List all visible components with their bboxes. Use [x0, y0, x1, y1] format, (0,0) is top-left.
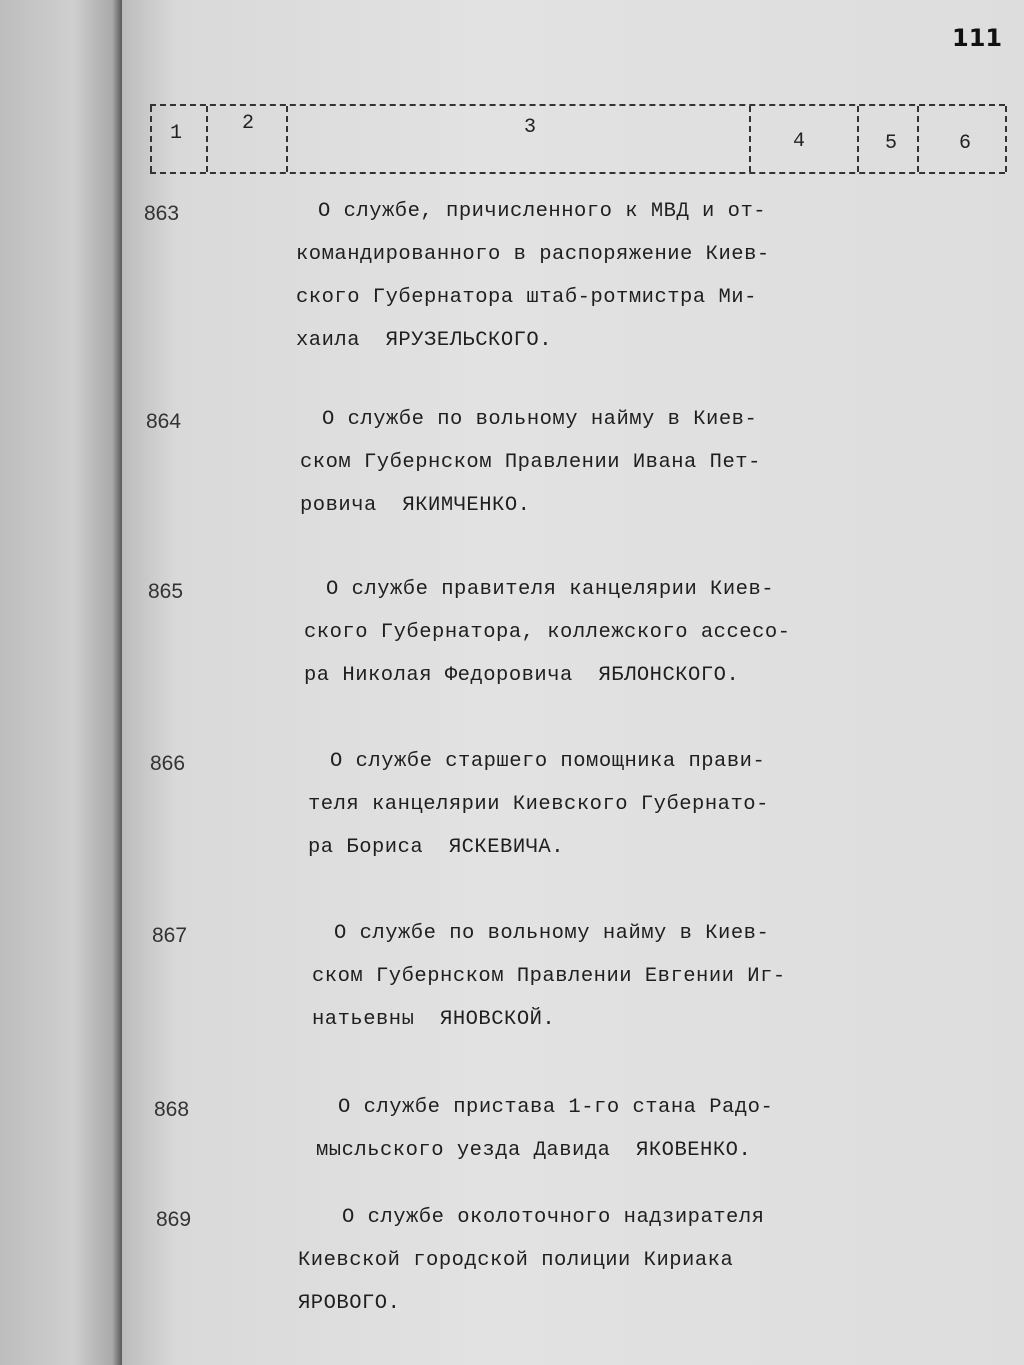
entry-line: ского Губернатора, коллежского ассесо-	[304, 621, 791, 644]
column-2: 2	[206, 106, 288, 172]
entry-text	[316, 1086, 773, 1172]
entry-number: 866	[150, 752, 186, 775]
entry-line: натьевны ЯНОВСКОЙ.	[312, 1008, 556, 1031]
entry-line: ра Николая Федоровича ЯБЛОНСКОГО.	[304, 664, 740, 687]
page-number: 111	[952, 24, 1003, 52]
entry-line: теля канцелярии Киевского Губернато-	[308, 793, 769, 816]
column-header-table	[150, 104, 1005, 174]
entry-text	[298, 1196, 765, 1325]
entry-line: О службе старшего помощника прави-	[330, 750, 766, 773]
entry-line: О службе по вольному найму в Киев-	[334, 922, 770, 945]
entry-line: ра Бориса ЯСКЕВИЧА.	[308, 836, 565, 859]
entry-line: ском Губернском Правлении Евгении Иг-	[312, 965, 786, 988]
column-4: 4	[749, 106, 859, 172]
entry-line: хаила ЯРУЗЕЛЬСКОГО.	[296, 329, 553, 352]
entry-number: 865	[148, 580, 184, 603]
entry-line: мысльского уезда Давида ЯКОВЕНКО.	[316, 1139, 752, 1162]
entry-line: ЯРОВОГО.	[298, 1292, 401, 1315]
entry-number: 868	[154, 1098, 190, 1121]
entry-line: О службе пристава 1-го стана Радо-	[338, 1096, 774, 1119]
facing-page	[0, 0, 122, 1365]
column-3: 3	[286, 106, 751, 172]
entry-text	[304, 568, 790, 697]
entry-line: О службе по вольному найму в Киев-	[322, 408, 758, 431]
entry-number: 863	[144, 202, 180, 225]
entry-text	[308, 740, 769, 869]
entry-number: 864	[146, 410, 182, 433]
entry-number: 867	[152, 924, 188, 947]
entry-number: 869	[156, 1208, 192, 1231]
entry-line: О службе правителя канцелярии Киев-	[326, 578, 775, 601]
entry-line: О службе, причисленного к МВД и от-	[318, 200, 767, 223]
entry-line: ском Губернском Правлении Ивана Пет-	[300, 451, 761, 474]
column-5: 5	[857, 106, 919, 172]
entry-line: О службе околоточного надзирателя	[342, 1206, 765, 1229]
entry-text	[312, 912, 786, 1041]
entry-line: командированного в распоряжение Киев-	[296, 243, 770, 266]
entry-text	[296, 190, 770, 362]
column-6: 6	[917, 106, 1007, 172]
column-1: 1	[150, 106, 208, 172]
entry-line: ского Губернатора штаб-ротмистра Ми-	[296, 286, 757, 309]
entry-line: ровича ЯКИМЧЕНКО.	[300, 494, 531, 517]
entry-text	[300, 398, 761, 527]
entry-line: Киевской городской полиции Кириака	[298, 1249, 734, 1272]
